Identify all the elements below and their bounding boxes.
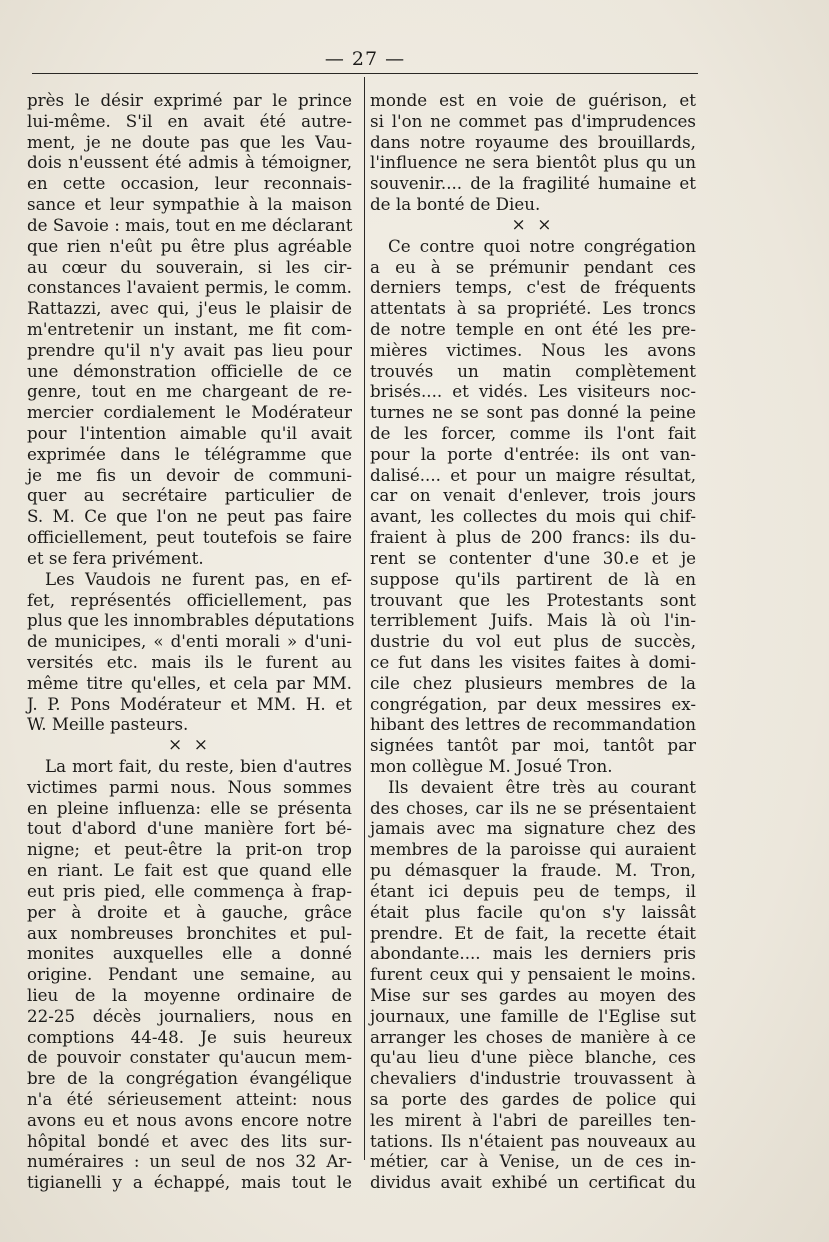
text-line: genre, tout en me chargeant de re-: [27, 381, 352, 402]
text-line: Mise sur ses gardes au moyen des: [370, 984, 696, 1005]
text-line: dustrie du vol eut plus de succès,: [370, 631, 696, 652]
text-line: fraient à plus de 200 francs: ils du-: [370, 527, 696, 548]
text-line: S. M. Ce que l'on ne peut pas faire: [27, 506, 352, 527]
text-line: constances l'avaient permis, le comm.: [27, 277, 352, 298]
text-line: pour la porte d'entrée: ils ont van-: [370, 443, 696, 464]
text-line: rent se contenter d'une 30.e et je: [370, 547, 696, 568]
text-line: qu'au lieu d'une pièce blanche, ces: [370, 1047, 696, 1068]
text-line: pour l'intention aimable qu'il avait: [27, 423, 352, 443]
text-line: officiellement, peut toutefois se faire: [27, 527, 352, 548]
text-line: quer au secrétaire particulier de: [27, 485, 352, 506]
header-rule: [32, 73, 698, 74]
text-line: je me fis un devoir de communi-: [27, 464, 352, 485]
text-line: de pouvoir constater qu'aucun mem-: [27, 1047, 352, 1068]
text-line: origine. Pendant une semaine, au: [27, 964, 352, 985]
text-line: tigianelli y a échappé, mais tout le: [27, 1172, 352, 1193]
text-line: et se fera privément.: [27, 547, 204, 568]
text-line: victimes parmi nous. Nous sommes: [27, 776, 352, 797]
text-line: tout d'abord d'une manière fort bé-: [27, 818, 352, 839]
text-line: congrégation, par deux messires ex-: [370, 693, 696, 714]
text-line: ment, je ne doute pas que les Vau-: [27, 131, 352, 152]
text-line: monde est en voie de guérison, et: [370, 90, 696, 110]
text-line: prendre. Et de fait, la recette était: [370, 922, 696, 943]
text-line: membres de la paroisse qui auraient: [370, 839, 696, 860]
text-line: avant, les collectes du mois qui chif-: [370, 506, 696, 527]
text-line: des choses, car ils ne se présentaient: [370, 797, 696, 818]
text-line: pu démasquer la fraude. M. Tron,: [370, 860, 696, 881]
text-line: La mort fait, du reste, bien d'autres: [45, 756, 352, 776]
text-line: terriblement Juifs. Mais là où l'in-: [370, 610, 696, 631]
column-divider: [364, 77, 365, 1160]
text-line: en cette occasion, leur reconnais-: [27, 173, 352, 194]
text-line: l'influence ne sera bientôt plus qu un: [370, 152, 696, 173]
text-line: comptions 44-48. Je suis heureux: [27, 1026, 352, 1047]
text-line: sance et leur sympathie à la maison: [27, 194, 352, 215]
text-line: turnes ne se sont pas donné la peine: [370, 402, 696, 423]
text-line: de notre temple en ont été les pre-: [370, 318, 696, 339]
text-line: hôpital bondé et avec des lits sur-: [27, 1130, 352, 1151]
page-number: — 27 —: [324, 48, 406, 70]
text-line: de municipes, « d'enti morali » d'uni-: [27, 631, 352, 652]
text-line: arranger les choses de manière à ce: [370, 1026, 696, 1047]
text-line: fet, représentés officiellement, pas: [27, 589, 352, 610]
text-line: W. Meille pasteurs.: [27, 714, 189, 735]
text-line: dans notre royaume des brouillards,: [370, 131, 696, 152]
text-line: suppose qu'ils partirent de là en: [370, 568, 696, 589]
text-line: de les forcer, comme ils l'ont fait: [370, 423, 696, 443]
text-line: cile chez plusieurs membres de la: [370, 672, 696, 693]
text-line: aux nombreuses bronchites et pul-: [27, 922, 352, 943]
text-line: prendre qu'il n'y avait pas lieu pour: [27, 339, 352, 360]
text-line: que rien n'eût pu être plus agréable: [27, 235, 352, 256]
text-line: de Savoie : mais, tout en me déclarant: [27, 214, 353, 235]
text-line: dalisé.... et pour un maigre résultat,: [370, 464, 696, 485]
text-line: même titre qu'elles, et cela par MM.: [27, 672, 352, 693]
text-line: tations. Ils n'étaient pas nouveaux au: [370, 1130, 696, 1151]
text-line: nigne; et peut-être la prit-on trop: [27, 839, 352, 860]
text-line: journaux, une famille de l'Eglise sut: [370, 1005, 696, 1026]
text-line: Les Vaudois ne furent pas, en ef-: [45, 568, 352, 589]
text-line: les mirent à l'abri de pareilles ten-: [370, 1109, 696, 1130]
text-line: abondante.... mais les derniers pris: [370, 943, 696, 964]
text-line: trouvant que les Protestants sont: [370, 589, 696, 610]
text-line: sa porte des gardes de police qui: [370, 1089, 696, 1109]
text-line: plus que les innombrables députations: [27, 610, 355, 631]
text-line: près le désir exprimé par le prince: [27, 90, 352, 110]
text-line: Rattazzi, avec qui, j'eus le plaisir de: [27, 298, 352, 319]
section-separator: × ×: [511, 214, 555, 235]
text-line: hibant des lettres de recommandation: [370, 714, 696, 735]
text-line: monites auxquelles elle a donné: [27, 943, 352, 964]
text-line: Ils devaient être très au courant: [388, 776, 696, 797]
text-line: en riant. Le fait est que quand elle: [27, 860, 352, 881]
text-line: avons eu et nous avons encore notre: [27, 1109, 352, 1130]
left-column: [27, 90, 355, 1193]
text-line: numéraires : un seul de nos 32 Ar-: [27, 1151, 352, 1172]
text-line: furent ceux qui y pensaient le moins.: [370, 964, 696, 985]
text-line: en pleine influenza: elle se présenta: [27, 797, 352, 818]
text-line: étant ici depuis peu de temps, il: [370, 880, 696, 901]
text-line: était plus facile qu'on s'y laissât: [370, 901, 696, 922]
text-line: Ce contre quoi notre congrégation: [388, 235, 696, 256]
text-line: dois n'eussent été admis à témoigner,: [27, 152, 352, 173]
text-line: J. P. Pons Modérateur et MM. H. et: [27, 693, 352, 714]
text-line: de la bonté de Dieu.: [370, 194, 541, 215]
text-line: mières victimes. Nous les avons: [370, 339, 696, 360]
text-line: au cœur du souverain, si les cir-: [27, 256, 352, 277]
text-line: lieu de la moyenne ordinaire de: [27, 984, 352, 1005]
text-line: mercier cordialement le Modérateur: [27, 402, 352, 423]
text-line: brisés.... et vidés. Les visiteurs noc-: [370, 381, 696, 402]
text-line: car on venait d'enlever, trois jours: [370, 485, 696, 506]
text-line: métier, car à Venise, un de ces in-: [370, 1151, 696, 1172]
text-line: n'a été sérieusement atteint: nous: [27, 1089, 352, 1109]
text-line: une démonstration officielle de ce: [27, 360, 352, 381]
text-line: versités etc. mais ils le furent au: [27, 651, 352, 672]
text-line: dividus avait exhibé un certificat du: [370, 1172, 696, 1193]
text-line: bre de la congrégation évangélique: [27, 1068, 352, 1089]
text-line: si l'on ne commet pas d'imprudences: [370, 110, 696, 131]
text-line: mon collègue M. Josué Tron.: [370, 756, 613, 776]
section-separator: × ×: [168, 735, 211, 756]
text-line: trouvés un matin complètement: [370, 360, 696, 381]
text-line: jamais avec ma signature chez des: [370, 818, 696, 839]
text-line: ce fut dans les visites faites à domi-: [370, 651, 696, 672]
right-column: [370, 90, 696, 1193]
text-line: exprimée dans le télégramme que: [27, 443, 352, 464]
text-line: per à droite et à gauche, grâce: [27, 901, 352, 922]
text-line: m'entretenir un instant, me fit com-: [27, 318, 352, 339]
text-line: chevaliers d'industrie trouvassent à: [370, 1068, 696, 1089]
text-line: 22-25 décès journaliers, nous en: [27, 1005, 352, 1026]
text-line: derniers temps, c'est de fréquents: [370, 277, 696, 298]
text-line: eut pris pied, elle commença à frap-: [27, 880, 352, 901]
text-line: signées tantôt par moi, tantôt par: [370, 735, 696, 756]
text-line: souvenir.... de la fragilité humaine et: [370, 173, 696, 194]
text-line: a eu à se prémunir pendant ces: [370, 256, 696, 277]
text-line: attentats à sa propriété. Les troncs: [370, 298, 696, 319]
text-line: lui-même. S'il en avait été autre-: [27, 110, 352, 131]
